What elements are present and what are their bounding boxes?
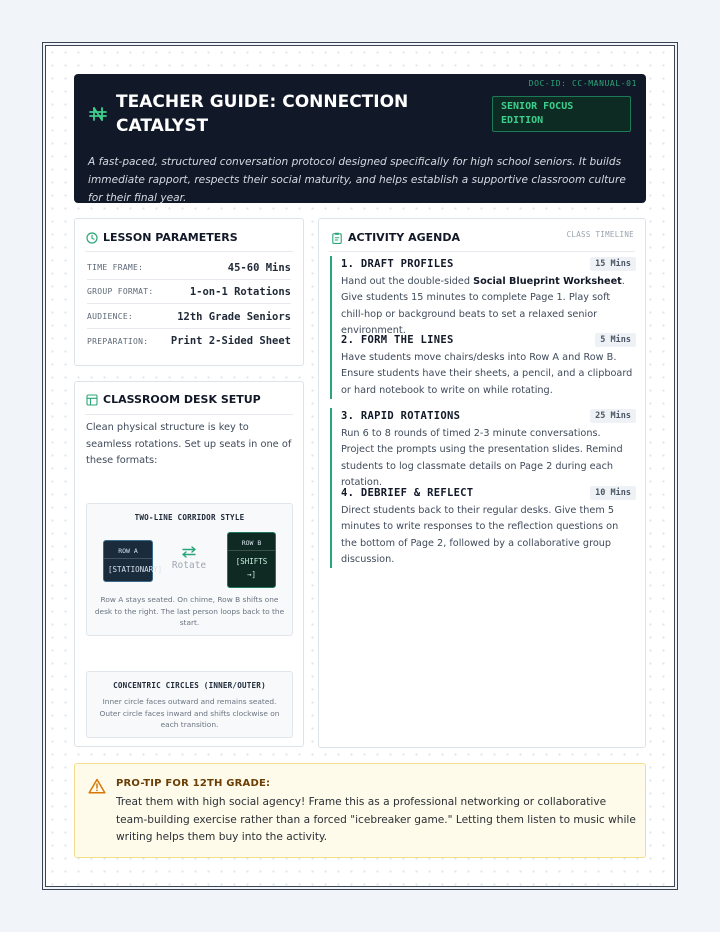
agenda-item-title: 3. RAPID ROTATIONS [341,410,461,422]
param-row-audience [87,305,291,329]
row-b-block [227,532,276,588]
agenda-item-body: Direct students back to their regular desks. Give them 5 minutes to write responses to the reflection questions on the bottom of Page 2, followed by a collaborative group discussion. [341,505,619,565]
param-row-group-format [87,280,291,304]
param-label: GROUP FORMAT: [87,287,154,296]
pro-tip-title: PRO-TIP FOR 12TH GRADE: [116,778,271,789]
corridor-title: TWO-LINE CORRIDOR STYLE [134,513,245,522]
desk-setup-intro: Clean physical structure is key to seamless rotations. Set up seats in one of these formats: [86,422,292,466]
page-subtitle: A fast-paced, structured conversation protocol designed specifically for high school seniors. It builds immediate rapport, respects their social maturity, and helps establish a supportive classroom culture for their final year. [88,156,626,204]
row-a-status: [STATIONARY] [108,565,163,574]
lesson-parameters-heading [86,231,238,244]
desk-setup-title: CLASSROOM DESK SETUP [103,393,261,406]
param-row-preparation [87,329,291,353]
divider [85,414,293,415]
page-title: TEACHER GUIDE: CONNECTION CATALYST [116,92,409,136]
agenda-item [330,485,636,568]
param-value: 1-on-1 Rotations [189,285,291,298]
lesson-parameters-card [74,218,304,366]
agenda-item-title: 4. DEBRIEF & REFLECT [341,487,474,499]
agenda-item-body [341,274,636,339]
agenda-item-body: Run 6 to 8 rounds of timed 2-3 minute conversations. Project the prompts using the presentation slides. Remind students to log classmate details on Page 2 during each rotation. [341,428,623,488]
circles-title: CONCENTRIC CIRCLES (INNER/OUTER) [113,681,266,690]
agenda-item-title: 2. FORM THE LINES [341,334,454,346]
row-a-label: ROW A [118,547,138,555]
agenda-item [330,408,636,491]
corridor-layout-box [86,503,293,636]
agenda-item [330,332,636,399]
divider [104,558,152,559]
agenda-item-title: 1. DRAFT PROFILES [341,258,454,270]
badge-line-1: SENIOR FOCUS [501,101,574,112]
row-b-status-line-2: →] [246,570,257,579]
edition-badge [492,96,631,132]
param-label: TIME FRAME: [87,263,144,272]
layout-grid-icon [86,394,98,406]
network-icon [88,104,108,124]
agenda-item-duration: 10 Mins [590,486,636,500]
activity-agenda-card [318,218,646,748]
row-b-status-line-1: [SHIFTS [235,557,268,566]
row-a-block [103,540,163,582]
param-value: 45-60 Mins [227,261,291,274]
divider [228,550,275,551]
agenda-item [330,256,636,339]
agenda-item-body-text: . Give students 15 minutes to complete Page 1. Play soft chill-hop or background beats to set a relaxed senior environment. [341,276,625,336]
swap-arrows-icon [181,546,197,558]
activity-agenda-heading [331,231,460,244]
row-b-status [228,555,275,581]
pro-tip-callout [74,763,646,858]
agenda-item-duration: 25 Mins [590,409,636,423]
corridor-caption: Row A stays seated. On chime, Row B shifts one desk to the right. The last person loops back to the start. [94,595,285,627]
activity-agenda-title: ACTIVITY AGENDA [348,231,460,244]
agenda-item-duration: 5 Mins [595,333,636,347]
clock-icon [86,232,98,244]
doc-id: DOC-ID: CC-MANUAL-01 [528,79,637,88]
param-row-time-frame [87,256,291,280]
class-timeline-tag: CLASS TIMELINE [566,230,634,239]
param-value: Print 2-Sided Sheet [170,335,291,347]
param-label: PREPARATION: [87,336,149,346]
worksheet-name: Social Blueprint Worksheet [473,276,622,287]
desk-setup-card [74,381,304,747]
desk-setup-heading [86,393,261,406]
param-label: AUDIENCE: [87,312,134,321]
agenda-item-duration: 15 Mins [590,257,636,271]
circles-layout-box [86,671,293,738]
agenda-item-body: Have students move chairs/desks into Row A and Row B. Ensure students have their sheets, a pencil, and a clipboard or hard notebook to write on while rotating. [341,352,633,396]
agenda-item-body-text: Hand out the double-sided [341,276,474,287]
warning-icon [88,778,106,794]
circles-caption: Inner circle faces outward and remains seated. Outer circle faces inward and shifts clockwise on each transition. [99,697,280,729]
row-b-label: ROW B [241,539,262,547]
param-value: 12th Grade Seniors [177,310,291,323]
pro-tip-body: Treat them with high social agency! Frame this as a professional networking or collaborative team-building exercise rather than a forced "icebreaker game." Letting them listen to music while writing helps them buy into the activity. [116,796,636,843]
clipboard-icon [331,232,343,244]
rotate-label: Rotate [171,560,207,571]
lesson-parameters-title: LESSON PARAMETERS [103,231,238,244]
badge-line-2: EDITION [501,115,544,126]
divider [329,251,635,252]
divider [85,251,293,252]
guide-header [74,74,646,203]
